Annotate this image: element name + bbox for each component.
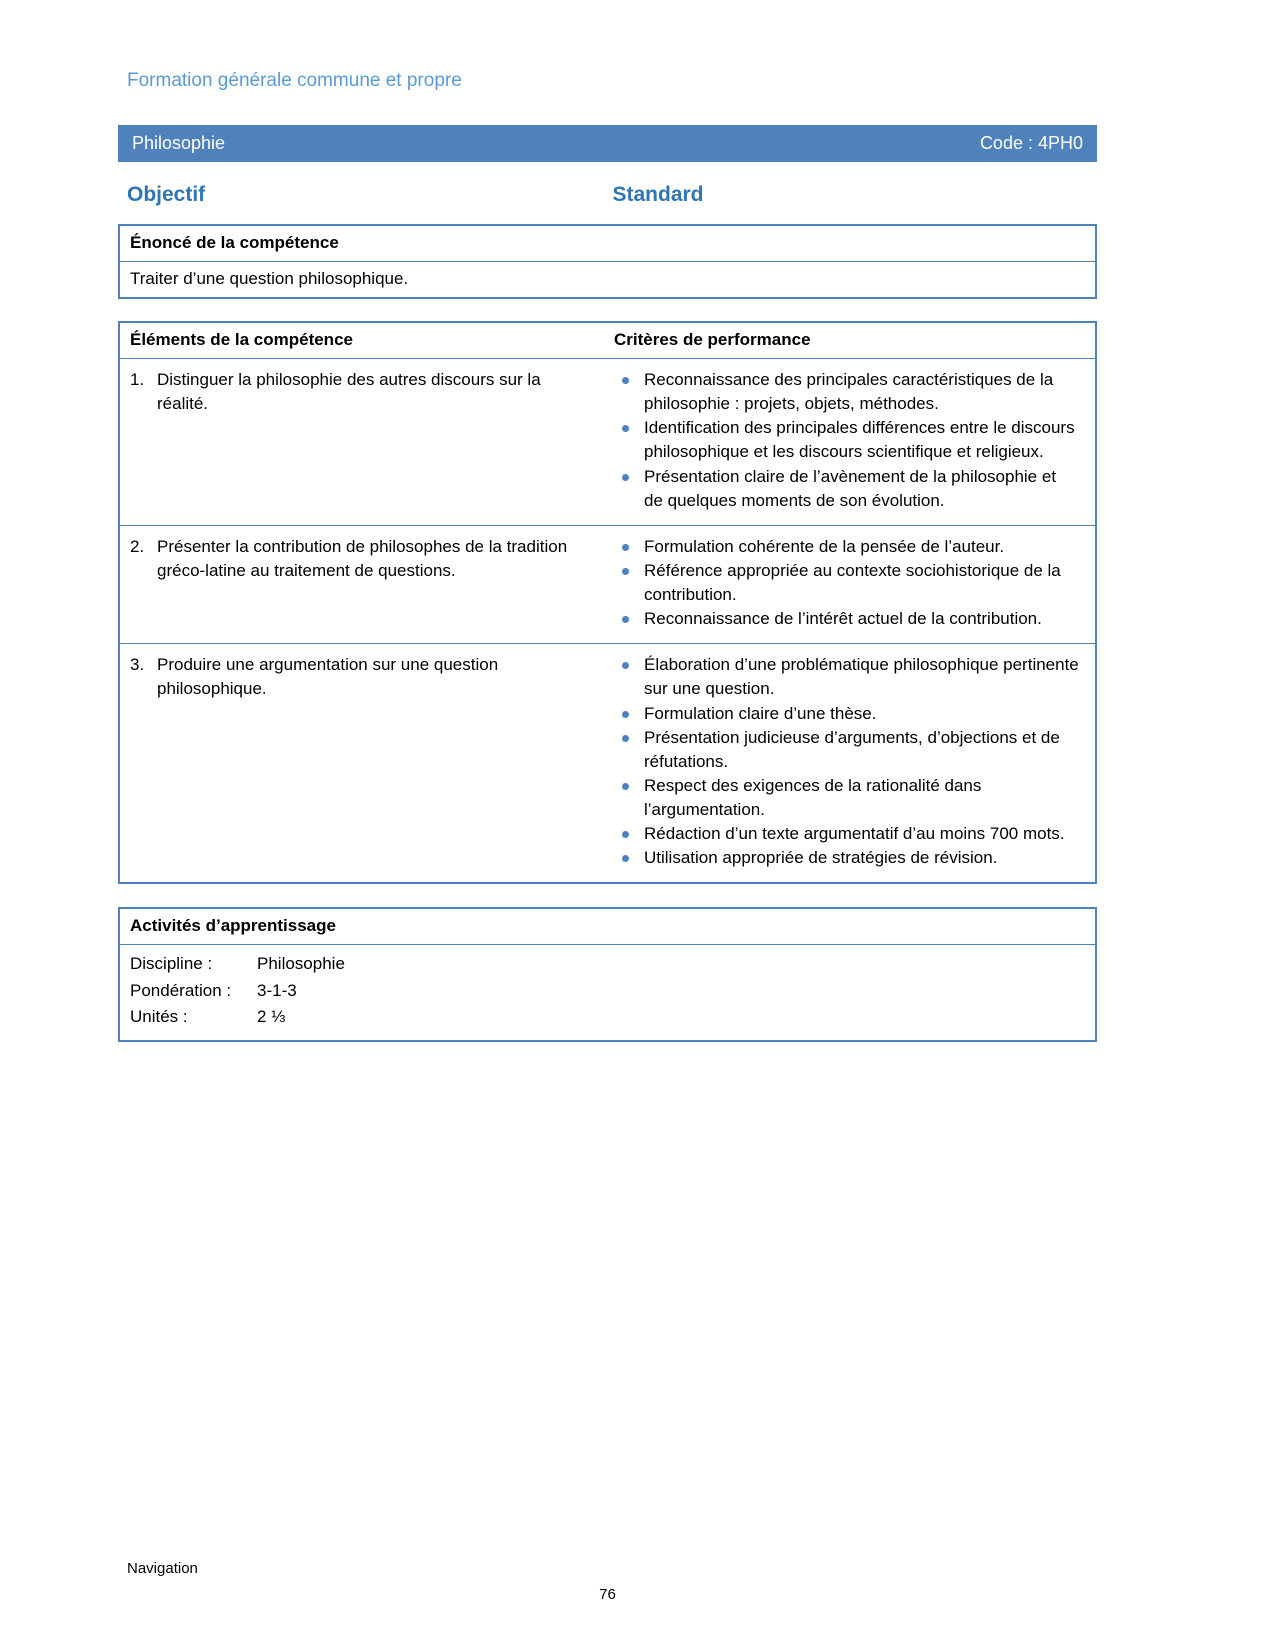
field-value: 3-1-3 [257,980,297,1000]
enonce-box [118,224,1097,299]
course-code: Code : 4PH0 [979,133,1083,153]
criteres-header: Critères de performance [614,330,811,349]
element-text: Présenter la contribution de philosophes de la tradition gréco-latine au traitement de questions. [157,536,568,580]
activity-field-discipline [130,951,1085,977]
activites-title: Activités d’apprentissage [120,909,1095,945]
criteria-cell [602,359,1095,525]
chapter-heading: Formation générale commune et propre [127,70,462,91]
enonce-title: Énoncé de la compétence [120,226,1095,262]
field-label: Pondération : [130,980,232,1000]
criterion-item: Formulation claire d’une thèse. [614,702,1079,726]
criterion-item: Respect des exigences de la rationalité dans l’argumentation. [614,774,1079,822]
element-text: Distinguer la philosophie des autres discours sur la réalité. [157,370,541,414]
standard-heading: Standard [612,183,704,206]
competence-row-1 [120,359,1095,526]
enonce-text: Traiter d’une question philosophique. [130,269,409,288]
activity-field-ponderation [130,978,1085,1004]
competence-row-3 [120,644,1095,882]
objectif-heading: Objectif [127,183,206,206]
element-number: 2. [130,536,145,556]
element-entry [130,653,588,701]
page-content [118,0,1097,1042]
criterion-item: Reconnaissance de l’intérêt actuel de la contribution. [614,607,1079,631]
page-number: 76 [599,1586,616,1603]
activites-body [120,945,1095,1040]
criterion-item: Utilisation appropriée de stratégies de révision. [614,846,1079,870]
criteria-list [614,535,1079,632]
criterion-item: Élaboration d’une problématique philosophique pertinente sur une question. [614,653,1079,701]
competence-table-header [120,323,1095,359]
criterion-item: Présentation claire de l’avènement de la philosophie et de quelques moments de son évolution. [614,465,1079,513]
criterion-item: Identification des principales différences entre le discours philosophique et les discours scientifique et religieux. [614,416,1079,464]
element-cell [120,526,602,644]
criterion-item: Reconnaissance des principales caractéristiques de la philosophie : projets, objets, méthodes. [614,368,1079,416]
field-value: Philosophie [257,954,345,974]
competence-row-2 [120,526,1095,645]
course-name: Philosophie [132,133,226,153]
criteria-list [614,368,1079,513]
competence-table [118,321,1097,884]
criterion-item: Présentation judicieuse d’arguments, d’objections et de réfutations. [614,726,1079,774]
course-title-bar [118,125,1097,162]
activity-field-unites [130,1004,1085,1030]
element-entry [130,368,588,416]
criteria-cell [602,526,1095,644]
criterion-item: Rédaction d’un texte argumentatif d’au moins 700 mots. [614,822,1079,846]
criterion-item: Référence appropriée au contexte sociohistorique de la contribution. [614,559,1079,607]
navigation-label: Navigation [127,1560,198,1577]
criterion-item: Formulation cohérente de la pensée de l’auteur. [614,535,1079,559]
element-cell [120,644,602,882]
column-headings [118,183,1097,207]
element-text: Produire une argumentation sur une question philosophique. [157,655,499,699]
field-value: 2 ⅓ [257,1007,286,1027]
element-cell [120,359,602,525]
field-label: Discipline : [130,954,213,974]
elements-header: Éléments de la compétence [130,330,353,349]
element-number: 3. [130,655,145,675]
criteria-list [614,653,1079,870]
element-number: 1. [130,370,145,389]
element-entry [130,535,588,583]
activites-box [118,907,1097,1042]
criteria-cell [602,644,1095,882]
field-label: Unités : [130,1007,188,1027]
